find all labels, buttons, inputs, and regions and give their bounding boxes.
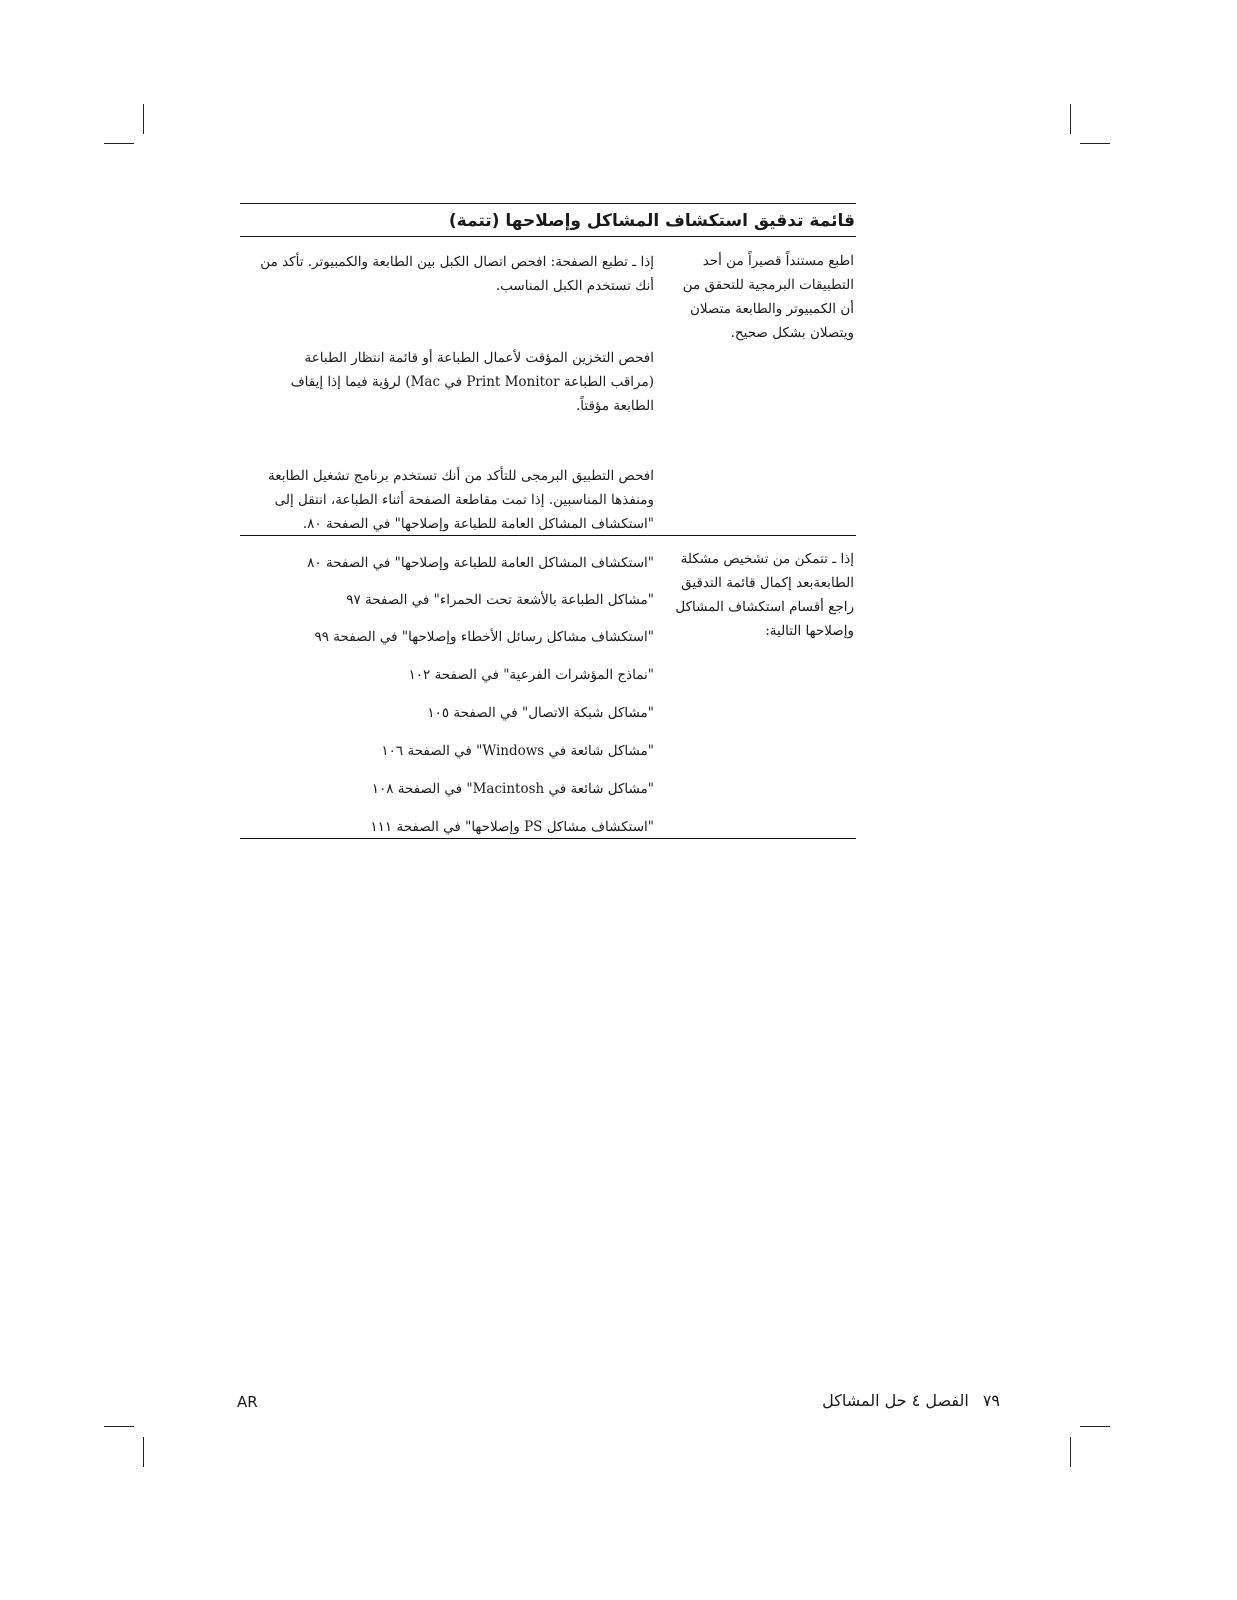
crop-mark [1080,1426,1110,1427]
table-top-rule [240,203,856,204]
crop-mark [1070,1437,1071,1467]
reference-link[interactable]: "مشاكل شائعة في Windows" في الصفحة ١٠٦ [381,743,654,759]
reference-link[interactable]: "مشاكل الطباعة بالأشعة تحت الحمراء" في الصفحة ٩٧ [346,592,654,608]
reference-link[interactable]: "مشاكل شبكة الاتصال" في الصفحة ١٠٥ [427,705,654,721]
reference-link[interactable]: "استكشاف مشاكل PS وإصلاحها" في الصفحة ١١١ [370,819,654,835]
reference-link[interactable]: "مشاكل شائعة في Macintosh" في الصفحة ١٠٨ [371,781,654,797]
header-rule [240,236,856,237]
reference-link[interactable]: "استكشاف المشاكل العامة للطباعة وإصلاحها" في الصفحة ٨٠ [307,555,654,571]
row1-action-3: افحص التطبيق البرمجى للتأكد من أنك تستخدم برنامج تشغيل الطابعة ومنفذها المناسبين. إذا تمت مقاطعة الصفحة أثناء الطباعة، انتقل إلى "استكشاف المشاكل العامة للطباعة وإصلاحها" في الصفحة ٨٠. [268,468,654,532]
crop-mark [104,143,134,144]
page-title: قائمة تدقيق استكشاف المشاكل وإصلاحها (تتمة) [448,211,855,231]
reference-link[interactable]: "نماذج المؤشرات الفرعية" في الصفحة ١٠٢ [408,667,654,683]
row1-action-2: افحص التخزين المؤقت لأعمال الطباعة أو قائمة انتظار الطباعة (مراقب الطباعة Print Monitor في Mac) لرؤية فيما إذا إيقاف الطابعة مؤقتاً. [290,350,654,414]
table-bottom-rule [240,838,856,839]
crop-mark [104,1426,134,1427]
reference-link[interactable]: "استكشاف مشاكل رسائل الأخطاء وإصلاحها" في الصفحة ٩٩ [314,629,654,645]
crop-mark [143,1437,144,1467]
row-divider [240,535,856,536]
row1-action-1: إذا ـ تطبع الصفحة: افحص اتصال الكبل بين الطابعة والكمبيوتر. تأكد من أنك تستخدم الكبل المناسب. [260,254,654,294]
crop-mark [1070,104,1071,134]
row2-step: إذا ـ تتمكن من تشخيص مشكلة الطابعةبعد إكمال قائمة التدقيق راجع أقسام استكشاف المشاكل وإصلاحها التالية: [675,551,854,639]
row1-step: اطبع مستنداً قصيراً من أحد التطبيقات البرمجية للتحقق من أن الكمبيوتر والطابعة متصلان ويتصلان بشكل صحيح. [682,253,854,341]
page-number: ٧٩ [982,1391,1000,1410]
crop-mark [1080,143,1110,144]
footer-chapter [700,1391,1000,1410]
footer-language: AR [237,1393,258,1411]
chapter-title: الفصل ٤ حل المشاكل [822,1391,969,1410]
crop-mark [143,104,144,134]
